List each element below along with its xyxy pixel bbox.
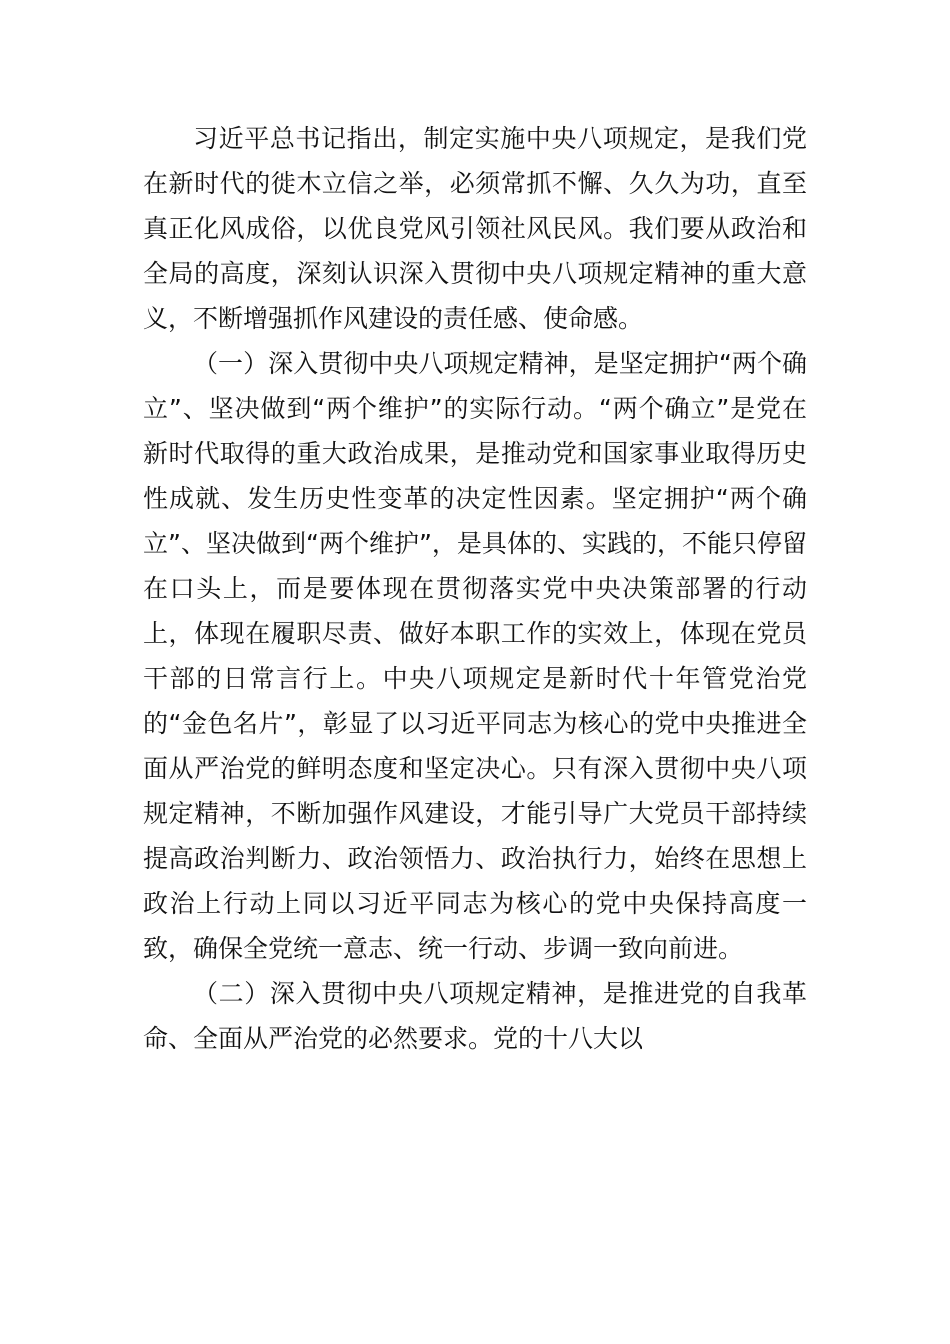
paragraph-intro: 习近平总书记指出，制定实施中央八项规定，是我们党在新时代的徙木立信之举，必须常抓不懈、久久为功，直至真正化风成俗，以优良党风引领社风民风。我们要从政治和全局的高度，深刻认识深入贯彻中央八项规定精神的重大意义，不断增强抓作风建设的责任感、使命感。 (143, 124, 807, 333)
paragraph-point-two: （二）深入贯彻中央八项规定精神，是推进党的自我革命、全面从严治党的必然要求。党的十八大以 (143, 979, 807, 1053)
document-body (143, 116, 807, 1061)
paragraph-point-one: （一）深入贯彻中央八项规定精神，是坚定拥护“两个确立”、坚决做到“两个维护”的实际行动。“两个确立”是党在新时代取得的重大政治成果，是推动党和国家事业取得历史性成就、发生历史性变革的决定性因素。坚定拥护“两个确立”、坚决做到“两个维护”，是具体的、实践的，不能只停留在口头上，而是要体现在贯彻落实党中央决策部署的行动上，体现在履职尽责、做好本职工作的实效上，体现在党员干部的日常言行上。中央八项规定是新时代十年管党治党的“金色名片”，彰显了以习近平同志为核心的党中央推进全面从严治党的鲜明态度和坚定决心。只有深入贯彻中央八项规定精神，不断加强作风建设，才能引导广大党员干部持续提高政治判断力、政治领悟力、政治执行力，始终在思想上政治上行动上同以习近平同志为核心的党中央保持高度一致，确保全党统一意志、统一行动、步调一致向前进。 (143, 349, 807, 963)
